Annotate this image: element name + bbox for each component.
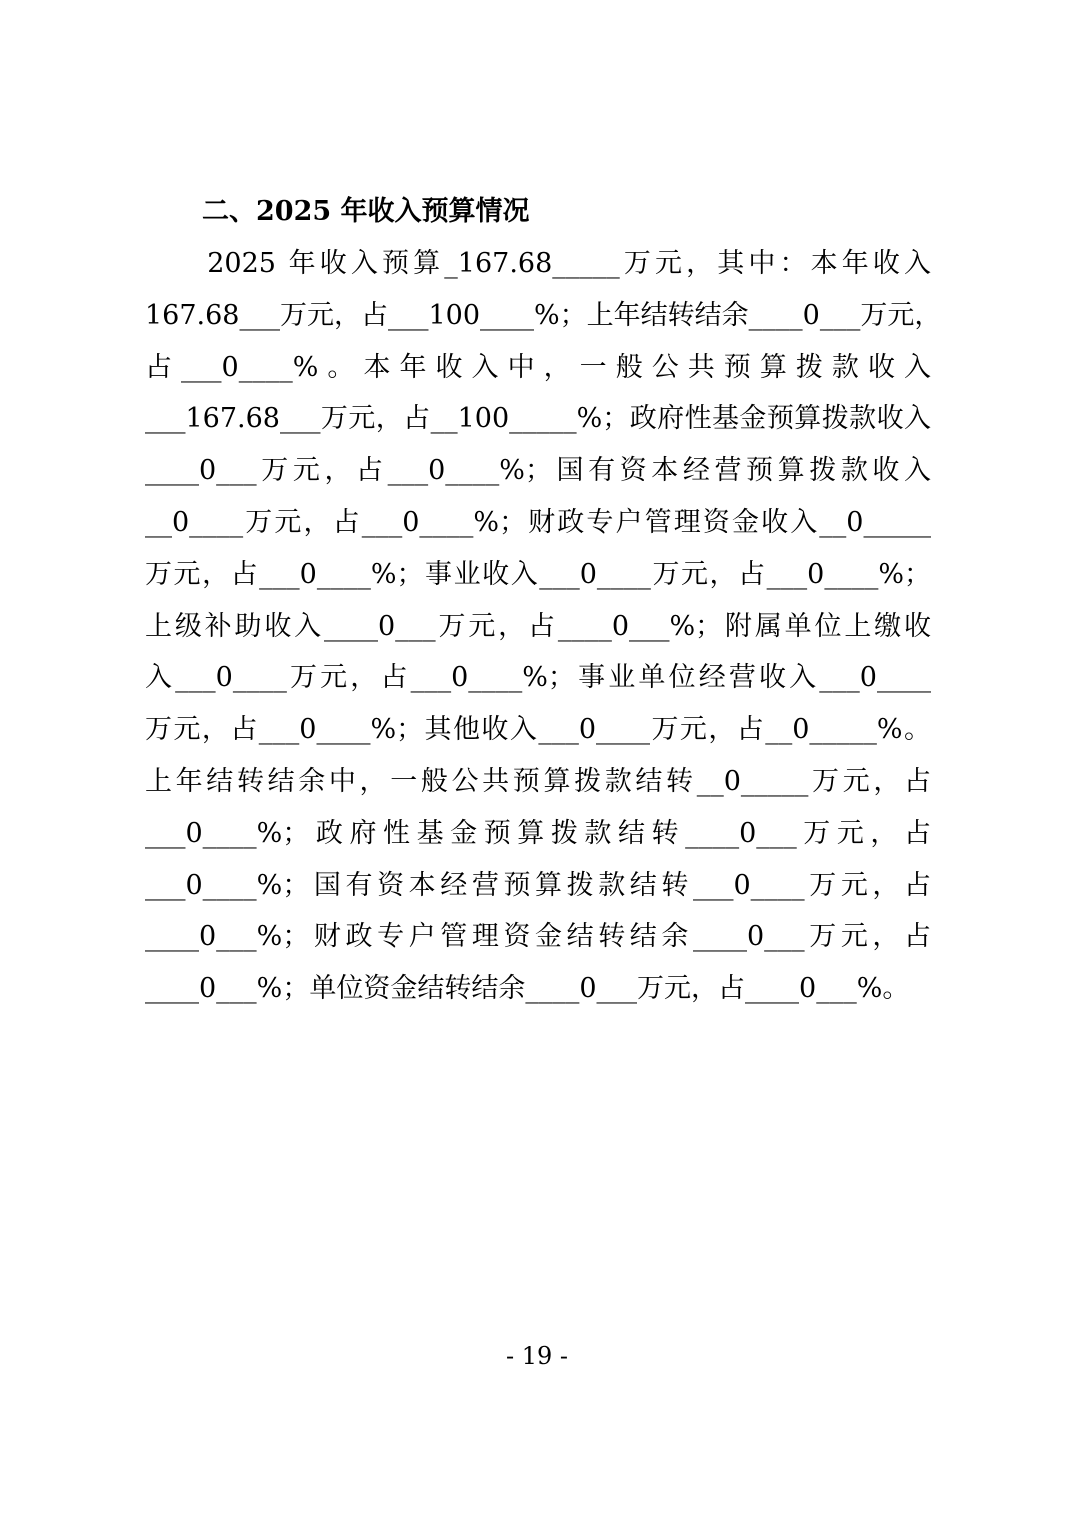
paragraph-line: 万元，占___0____%；事业收入___0____万元，占___0____%； xyxy=(145,558,931,590)
paragraph-line: ____0___%；财政专户管理资金结转结余____0___万元，占 xyxy=(145,921,931,953)
paragraph-line: 占___0____%。本年收入中，一般公共预算拨款收入 xyxy=(145,351,931,383)
paragraph-line: ___0____%；政府性基金预算拨款结转____0___万元，占 xyxy=(145,817,931,849)
paragraph-line: 上级补助收入____0___万元，占____0___%；附属单位上缴收 xyxy=(145,610,931,642)
budget-paragraph xyxy=(145,238,942,1015)
paragraph-line: ____0___%；单位资金结转结余____0___万元，占____0___%。 xyxy=(145,973,910,1005)
paragraph-line: 2025 年收入预算_167.68_____万元，其中：本年收入 xyxy=(145,248,931,279)
paragraph-line: 入___0____万元，占___0____%；事业单位经营收入___0____ xyxy=(145,662,931,694)
paragraph-line: 万元，占___0____%；其他收入___0____万元，占__0_____%。 xyxy=(145,714,931,746)
paragraph-line: 上年结转结余中，一般公共预算拨款结转__0_____万元，占 xyxy=(145,765,931,797)
paragraph-line: ___0____%；国有资本经营预算拨款结转___0____万元，占 xyxy=(145,869,931,901)
paragraph-line: 167.68___万元，占___100____%；上年结转结余____0___万元， xyxy=(145,299,942,331)
paragraph-line: ____0___万元，占___0____%；国有资本经营预算拨款收入 xyxy=(145,455,931,487)
paragraph-line: ___167.68___万元，占__100_____%；政府性基金预算拨款收入 xyxy=(145,403,931,435)
section-heading: 二、2025 年收入预算情况 xyxy=(202,196,530,227)
page-number: - 19 - xyxy=(505,1342,568,1370)
paragraph-line: __0____万元，占___0____%；财政专户管理资金收入__0_____ xyxy=(145,506,931,538)
